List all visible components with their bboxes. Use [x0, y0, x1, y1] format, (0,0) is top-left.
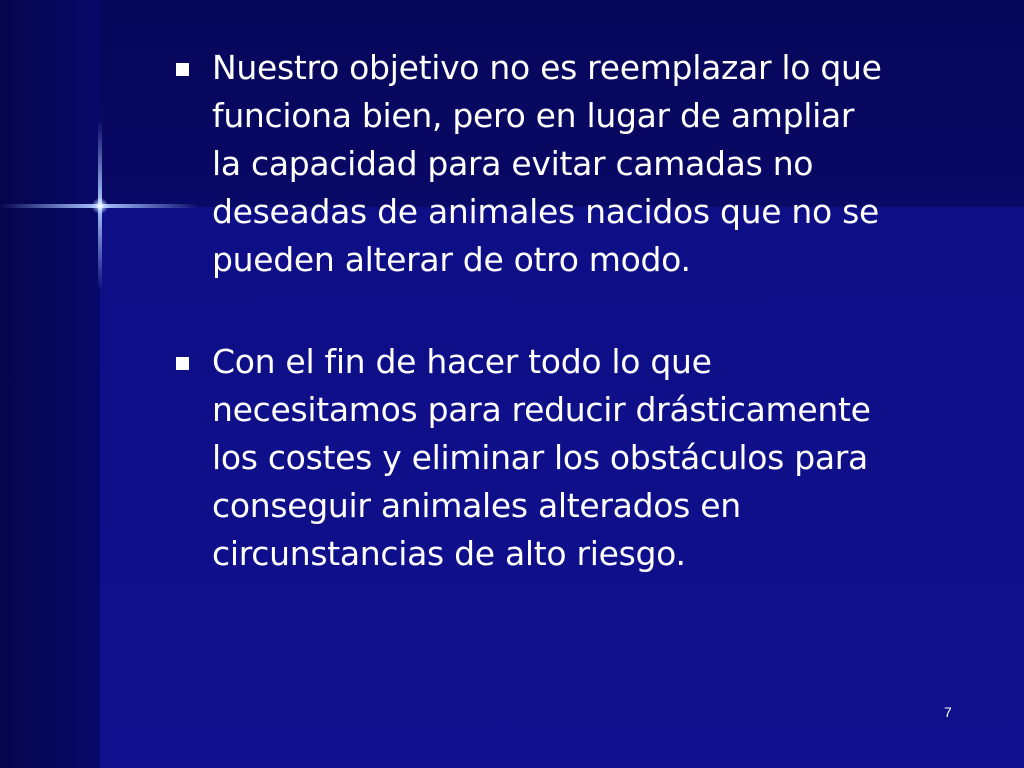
left-background-band: [0, 0, 100, 768]
sparkle-star-core: [92, 198, 108, 214]
bullet-item: [170, 44, 890, 284]
square-bullet-icon: [176, 357, 189, 370]
bullet-text: Con el fin de hacer todo lo que necesitamos para reducir drásticamente los costes y eliminar los obstáculos para conseguir animales alterados en circunstancias de alto riesgo.: [212, 342, 871, 573]
bullet-text: Nuestro objetivo no es reemplazar lo que funciona bien, pero en lugar de ampliar la capacidad para evitar camadas no deseadas de animales nacidos que no se pueden alterar de otro modo.: [212, 48, 882, 279]
bullet-list: [170, 44, 890, 578]
square-bullet-icon: [176, 63, 189, 76]
bullet-item: [170, 338, 890, 578]
page-number: 7: [944, 704, 952, 720]
